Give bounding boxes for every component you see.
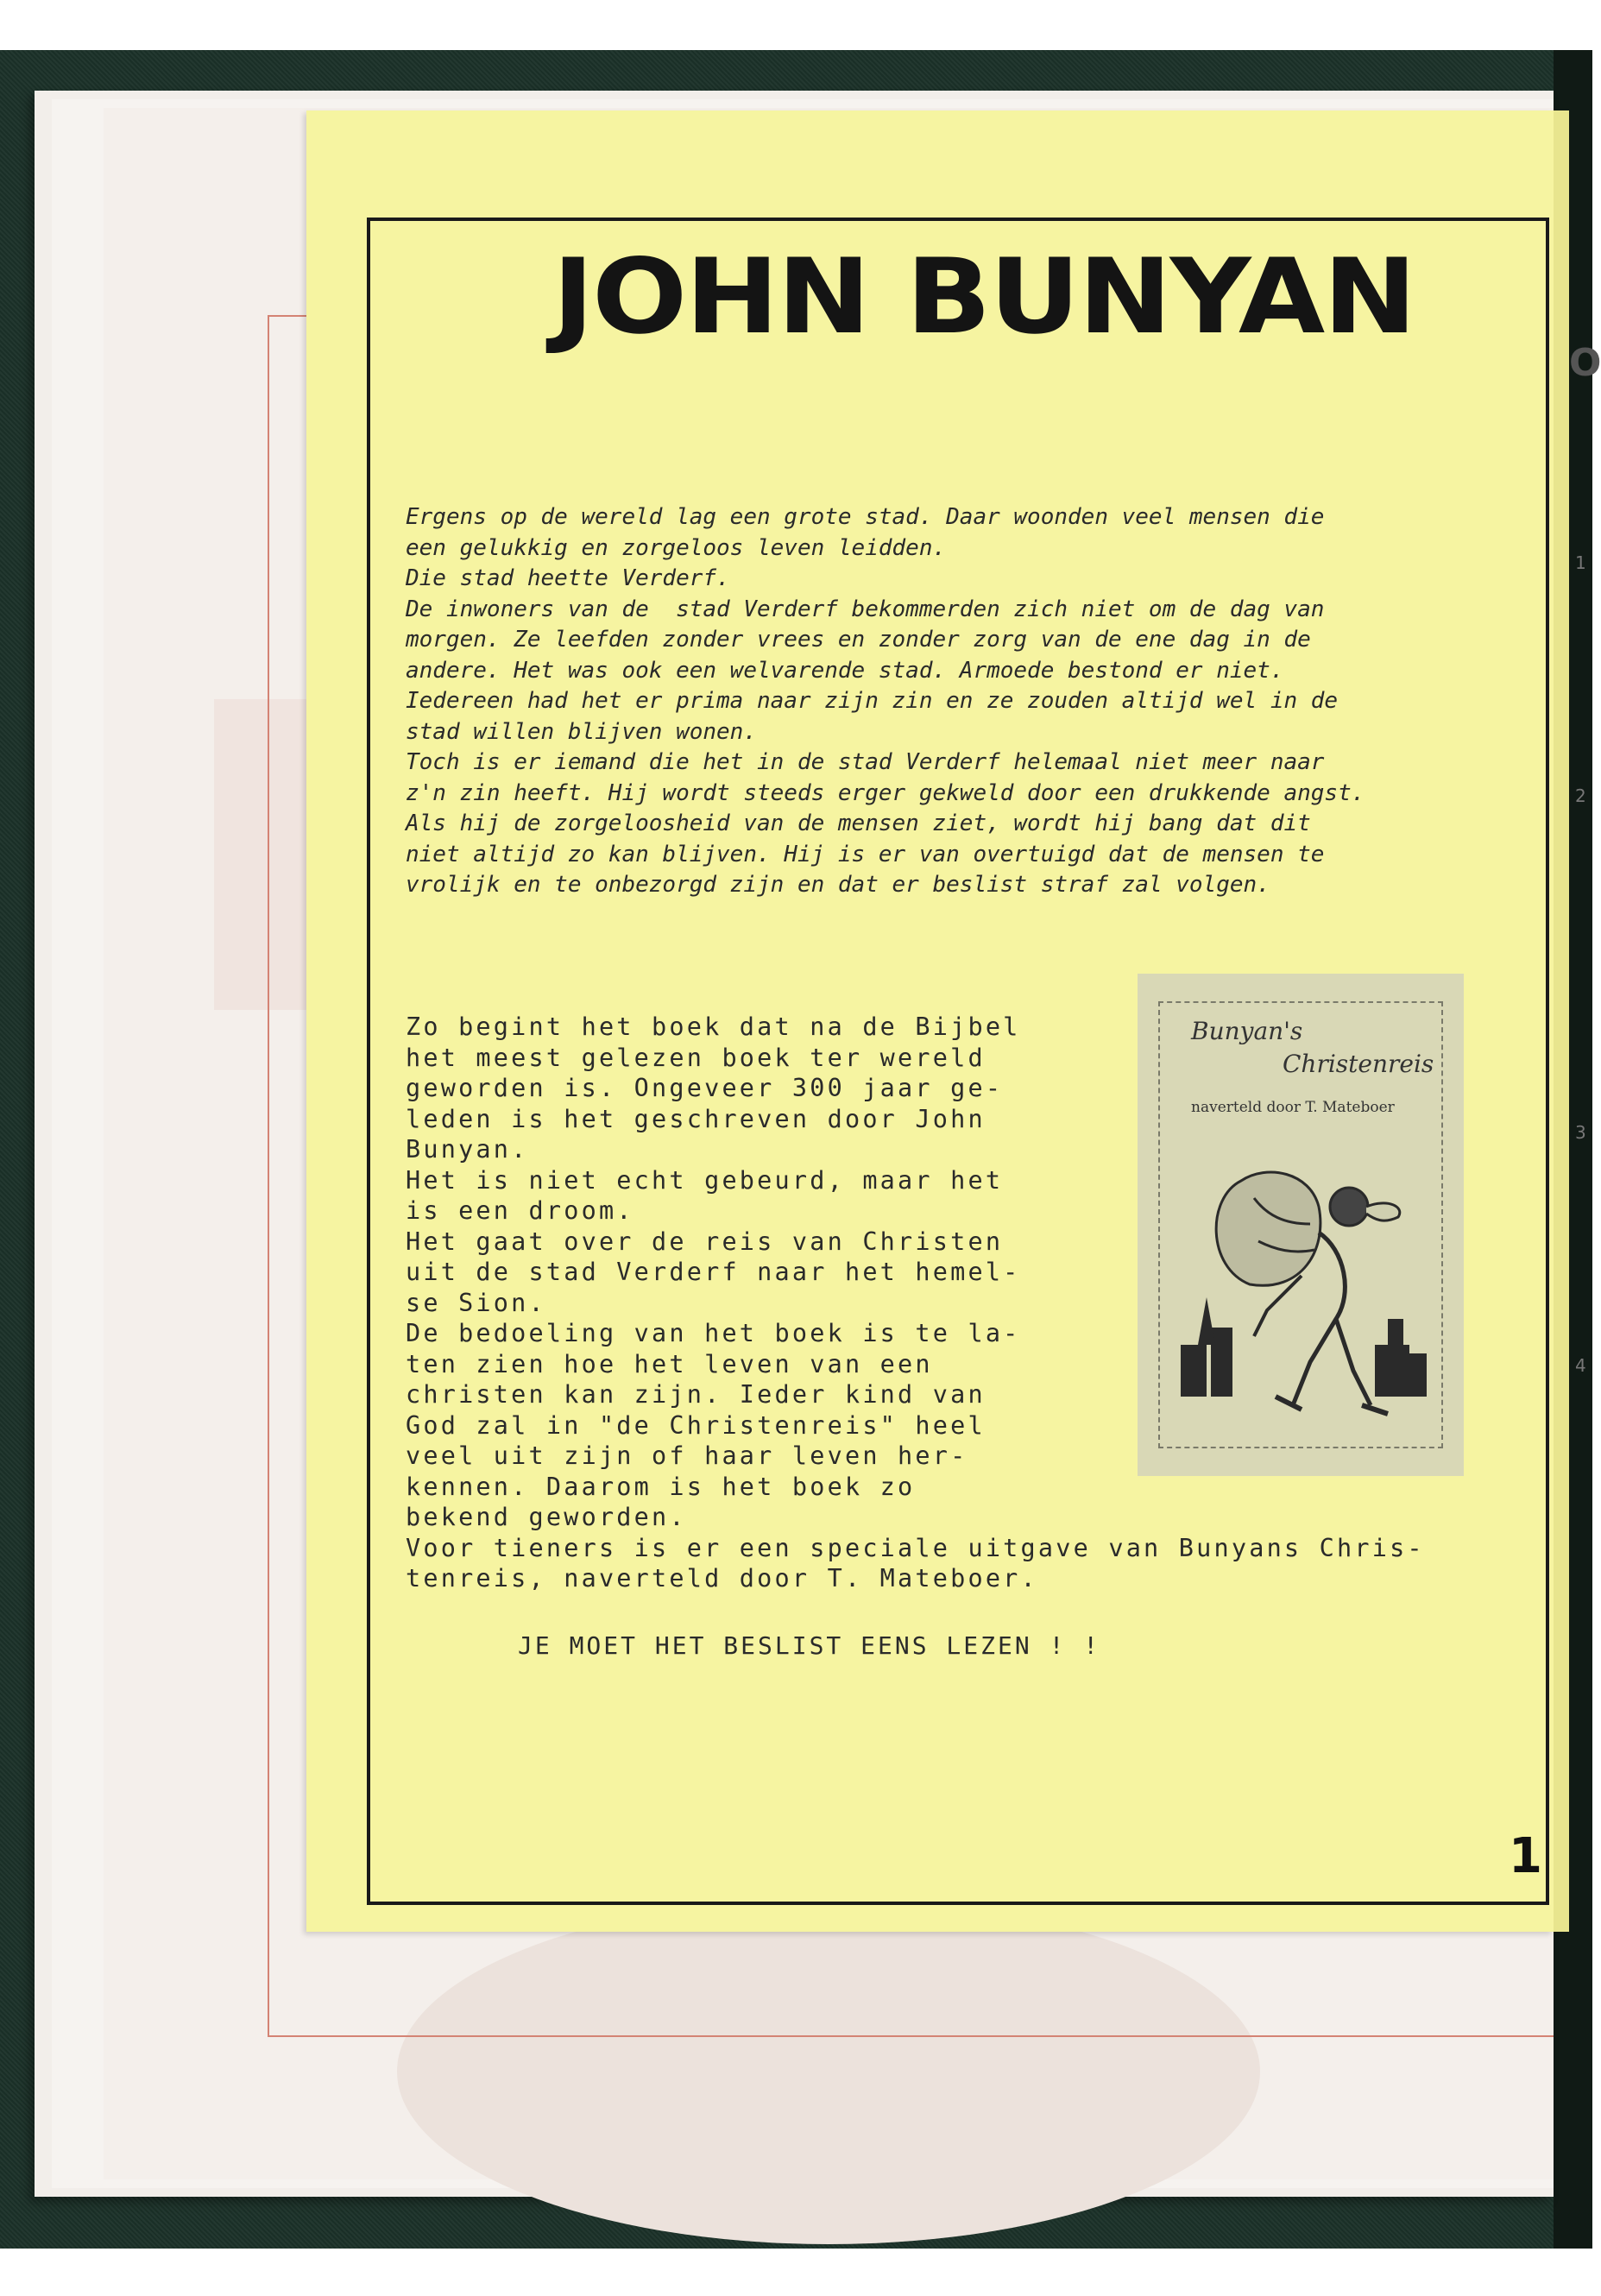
intro-line: vrolijk en te onbezorgd zijn en dat er beslist straf zal volgen. <box>406 872 1270 898</box>
body-line: het meest gelezen boek ter wereld <box>406 1043 986 1072</box>
intro-line: niet altijd zo kan blijven. Hij is er van overtuigd dat de mensen te <box>406 841 1325 867</box>
body-line: geworden is. Ongeveer 300 jaar ge- <box>406 1074 1004 1102</box>
intro-line: Toch is er iemand die het in de stad Verderf helemaal niet meer naar <box>406 749 1325 775</box>
body-line: ten zien hoe het leven van een <box>406 1349 933 1378</box>
body-line: Het is niet echt gebeurd, maar het <box>406 1165 1004 1195</box>
book-title-line1: Bunyan's <box>1191 1017 1303 1045</box>
next-page-edge-mark: 1 <box>1575 552 1586 573</box>
scan-top-margin <box>0 0 1592 50</box>
book-author: naverteld door T. Mateboer <box>1191 1099 1395 1116</box>
intro-line: Die stad heette Verderf. <box>406 565 730 591</box>
next-page-edge-mark: 3 <box>1575 1122 1586 1143</box>
intro-line: stad willen blijven wonen. <box>406 718 757 745</box>
body-line: Zo begint het boek dat na de Bijbel <box>406 1012 1021 1041</box>
body-line: God zal in "de Christenreis" heel <box>406 1410 986 1440</box>
body-line: tenreis, naverteld door T. Mateboer. <box>406 1564 1038 1593</box>
book-cover-image <box>1138 974 1464 1476</box>
slogan: JE MOET HET BESLIST EENS LEZEN ! ! <box>518 1631 1101 1660</box>
body-line: Voor tieners is er een speciale uitgave van Bunyans Chris- <box>406 1533 1425 1562</box>
body-line: Het gaat over de reis van Christen <box>406 1227 1004 1256</box>
body-line: Bunyan. <box>406 1135 529 1164</box>
intro-line: andere. Het was ook een welvarende stad. Armoede bestond er niet. <box>406 657 1284 684</box>
body-line: is een droom. <box>406 1196 634 1225</box>
intro-line: Ergens op de wereld lag een grote stad. Daar woonden veel mensen die <box>406 504 1325 530</box>
intro-line: morgen. Ze leefden zonder vrees en zonder zorg van de ene dag in de <box>406 627 1311 653</box>
body-line: kennen. Daarom is het boek zo <box>406 1472 916 1501</box>
body-line: veel uit zijn of haar leven her- <box>406 1441 968 1470</box>
body-line: uit de stad Verderf naar het hemel- <box>406 1258 1021 1286</box>
body-line: De bedoeling van het boek is te la- <box>406 1319 1021 1347</box>
page-title: JOHN BUNYAN <box>552 237 1415 357</box>
page-number: 1 <box>1509 1828 1542 1884</box>
pilgrim-illustration-icon <box>1172 1146 1431 1431</box>
next-page-edge-mark: 2 <box>1575 785 1586 806</box>
book-title-line2: Christenreis <box>1283 1050 1434 1078</box>
intro-paragraph <box>406 502 1528 901</box>
next-page-edge-mark: 4 <box>1575 1355 1586 1376</box>
intro-line: Iedereen had het er prima naar zijn zin en ze zouden altijd wel in de <box>406 688 1339 714</box>
body-line: leden is het geschreven door John <box>406 1104 986 1133</box>
body-line: bekend geworden. <box>406 1503 687 1531</box>
intro-line: z'n zin heeft. Hij wordt steeds erger gekweld door een drukkende angst. <box>406 779 1365 806</box>
content-border-right <box>1546 218 1549 1905</box>
scan-bottom-margin <box>0 2249 1592 2296</box>
next-page-edge-letter: O <box>1569 341 1601 385</box>
body-line: christen kan zijn. Ieder kind van <box>406 1380 986 1409</box>
body-line: se Sion. <box>406 1288 546 1317</box>
intro-line: een gelukkig en zorgeloos leven leidden. <box>406 534 947 561</box>
intro-line: Als hij de zorgeloosheid van de mensen ziet, wordt hij bang dat dit <box>406 811 1311 836</box>
intro-line: De inwoners van de stad Verderf bekommerden zich niet om de dag van <box>406 596 1325 622</box>
yellow-sheet-edge <box>1554 110 1569 1932</box>
